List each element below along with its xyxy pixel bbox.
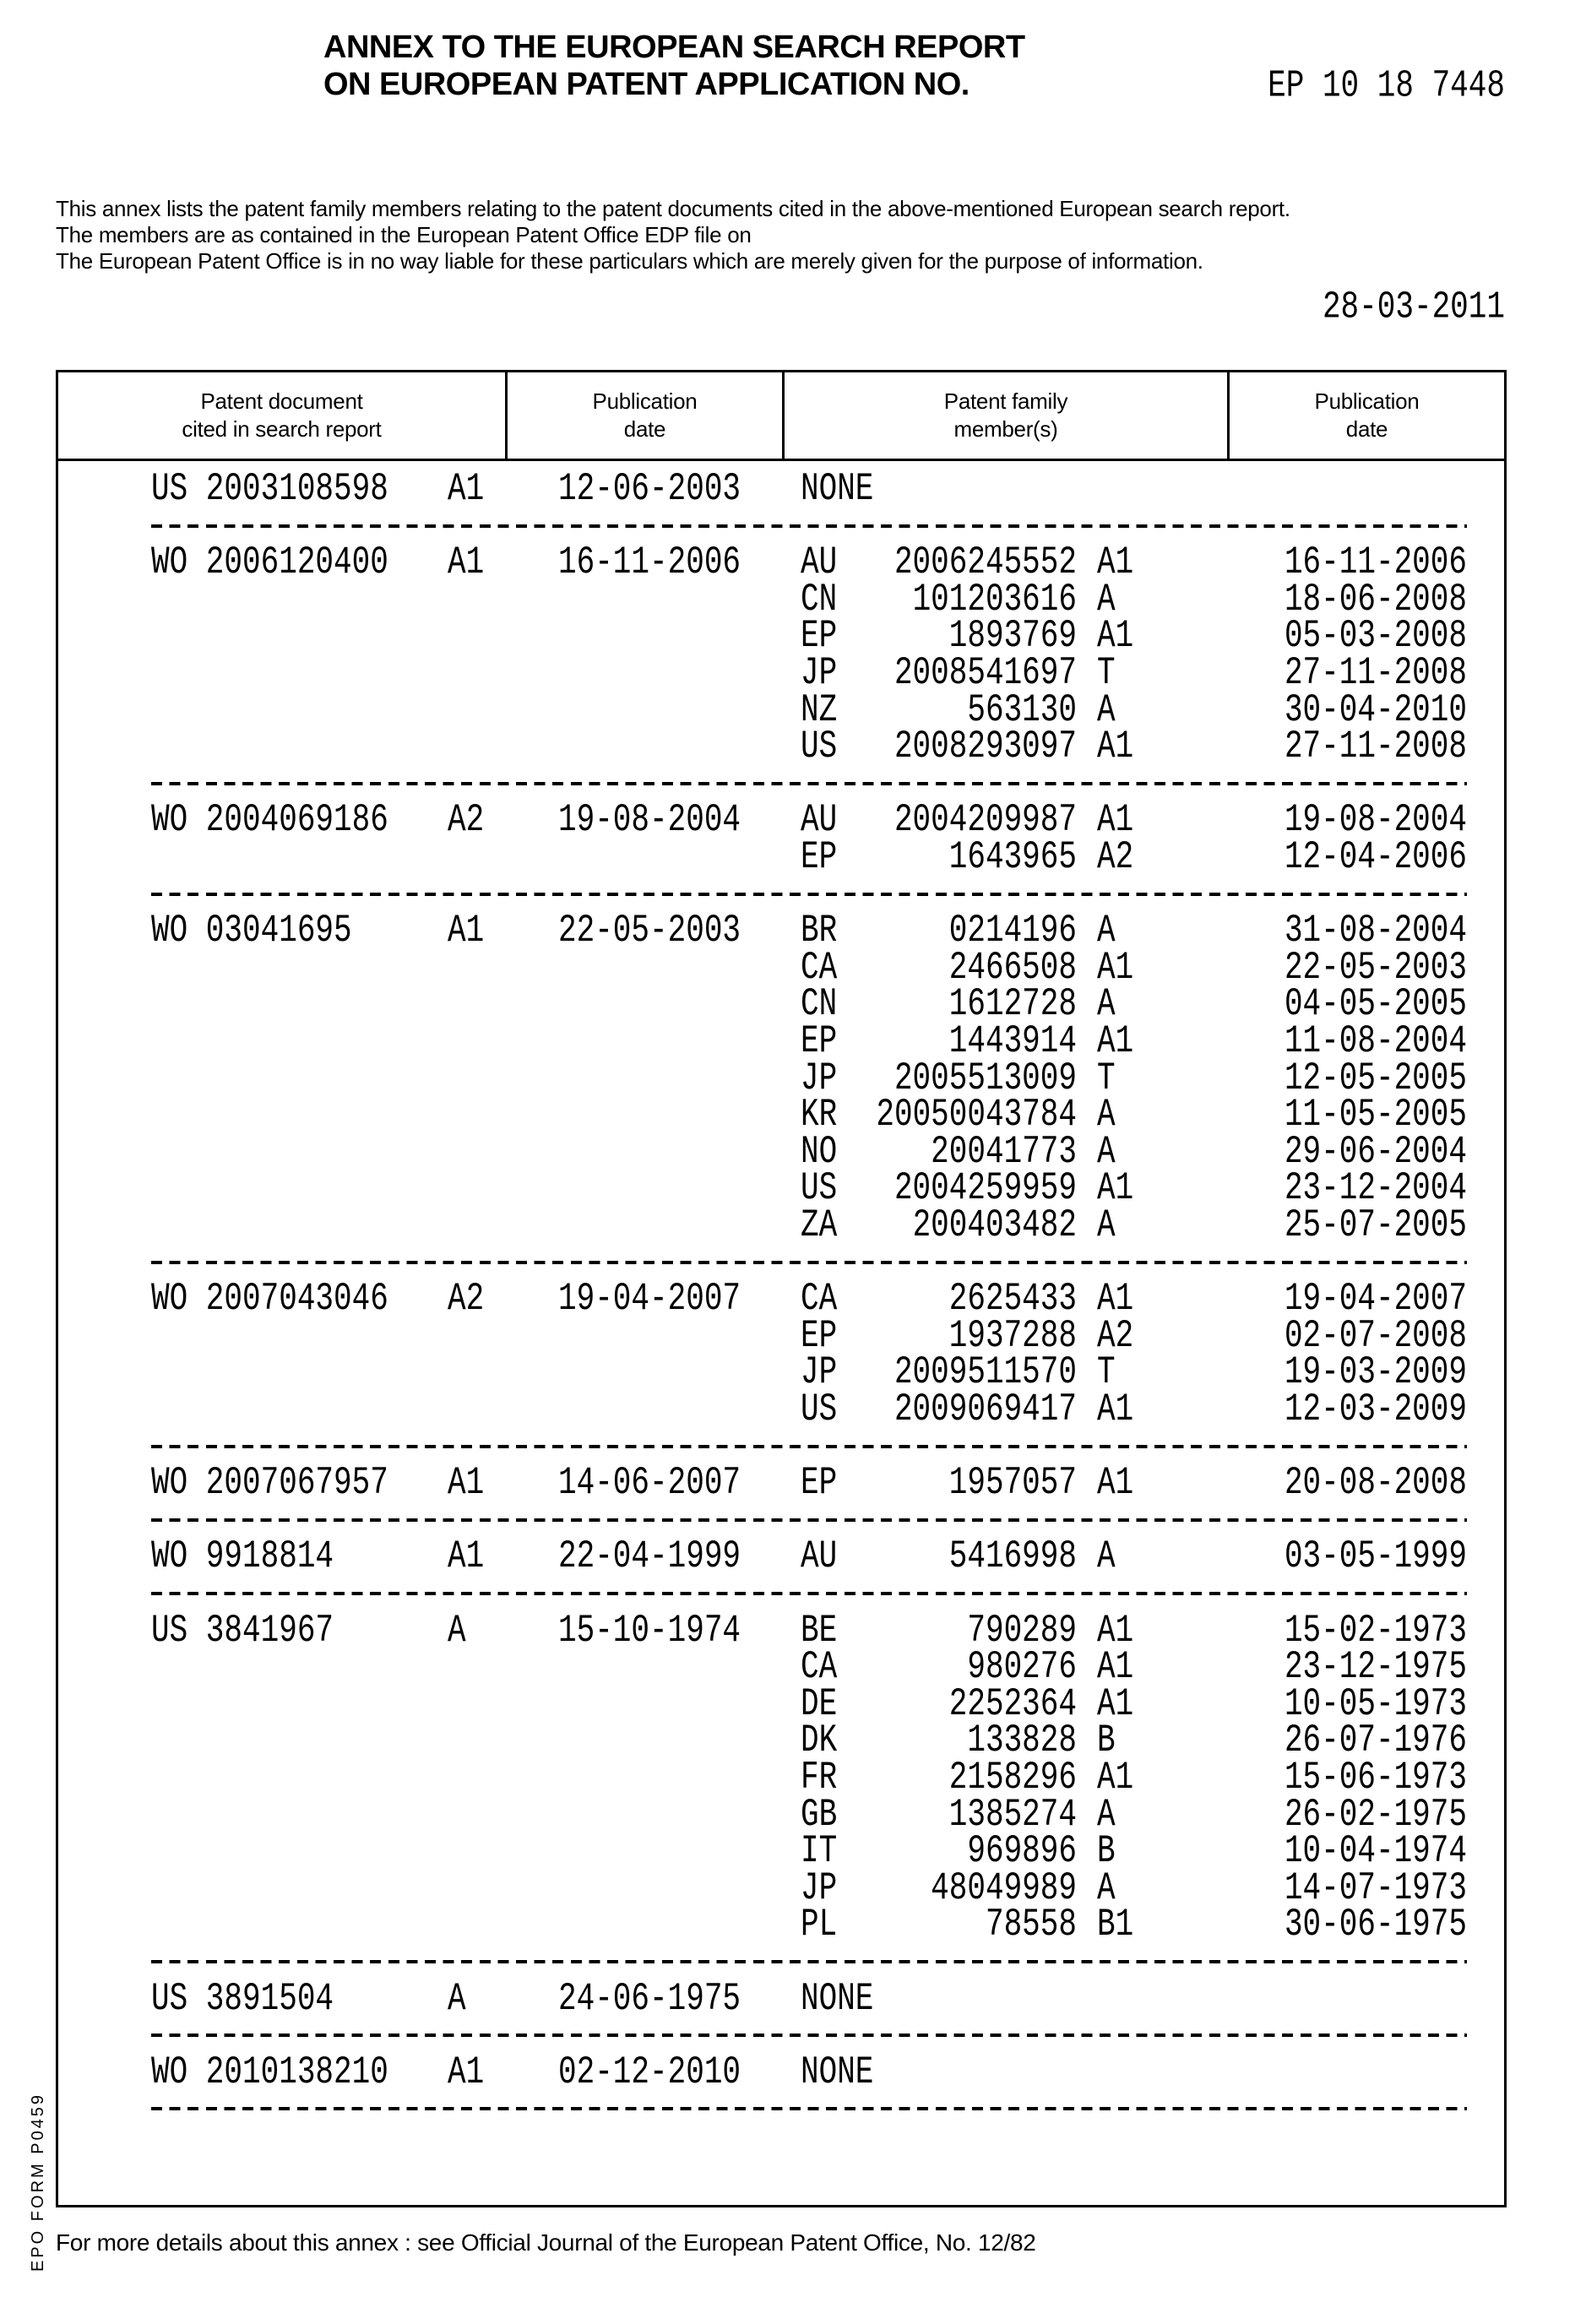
member-kind: A1 [1097,539,1133,587]
row-separator [151,1261,1467,1264]
member-kind: A1 [1097,1017,1133,1065]
member-number: 2005513009 [894,1054,1077,1102]
row-separator [151,1518,1467,1522]
member-kind: T [1097,1054,1116,1102]
member-number: 1385274 [949,1790,1077,1838]
member-number: 2625433 [949,1275,1077,1323]
member-country-code: CN [801,980,837,1029]
member-publication-date: 15-02-1973 [1285,1606,1467,1654]
member-country-code: GB [801,1790,837,1838]
family-member-row [0,728,1586,765]
table-header [58,372,1504,461]
report-title-line1: ANNEX TO THE EUROPEAN SEARCH REPORT [323,29,1025,66]
member-number: 20050043784 [876,1091,1077,1139]
member-kind: A [1097,1127,1116,1176]
member-publication-date: 11-08-2004 [1285,1017,1467,1065]
member-kind: A1 [1097,796,1133,844]
member-kind: A1 [1097,612,1133,660]
family-member-row [0,839,1586,876]
family-member-row [0,1207,1586,1244]
member-publication-date: 12-04-2006 [1285,833,1467,881]
member-country-code: CN [801,575,837,623]
member-number: 0214196 [949,907,1077,955]
column-header-family-publication-date [1230,372,1504,459]
cited-document-number: US 3841967 [151,1606,334,1654]
member-country-code: AU [801,796,837,844]
member-publication-date: 26-07-1976 [1285,1717,1467,1765]
member-country-code: FR [801,1753,837,1801]
member-kind: A1 [1097,943,1133,991]
member-kind: A1 [1097,1385,1133,1433]
table-row [0,1538,1586,1575]
member-country-code: ZA [801,1201,837,1249]
row-separator [151,893,1467,896]
row-separator [151,2107,1467,2110]
member-country-code: JP [801,649,837,697]
member-number: 1443914 [949,1017,1077,1065]
header-text: Publication [593,388,698,415]
header-text: member(s) [954,415,1058,443]
row-separator [151,1960,1467,1963]
row-separator [151,524,1467,528]
member-publication-date: 04-05-2005 [1285,980,1467,1029]
intro-line: The European Patent Office is in no way liable for these particulars which are merely given for the purpose of information. [56,248,1203,274]
cited-document-number: WO 2007043046 [151,1275,388,1323]
cited-publication-date: 16-11-2006 [558,539,741,587]
member-kind: B [1097,1827,1116,1876]
cited-document-number: WO 2004069186 [151,796,388,844]
cited-document-number: WO 2006120400 [151,539,388,587]
member-kind: A1 [1097,723,1133,771]
member-kind: A1 [1097,1680,1133,1728]
header-text: Patent family [944,388,1067,415]
header-text: cited in search report [182,415,381,443]
member-country-code: EP [801,612,837,660]
cited-document-kind: A1 [448,539,484,587]
header-text: Publication [1315,388,1420,415]
member-number: 790289 [967,1606,1077,1654]
no-family-members: NONE [801,2048,873,2096]
member-kind: A2 [1097,1311,1133,1360]
member-kind: B [1097,1717,1116,1765]
member-country-code: EP [801,1311,837,1360]
header-text: Patent document [200,388,362,415]
cited-document-number: WO 2007067957 [151,1459,388,1507]
cited-publication-date: 14-06-2007 [558,1459,741,1507]
cited-document-kind: A1 [448,1533,484,1581]
no-family-members: NONE [801,464,873,513]
member-number: 2004209987 [894,796,1077,844]
member-publication-date: 16-11-2006 [1285,539,1467,587]
member-kind: A1 [1097,1459,1133,1507]
member-publication-date: 27-11-2008 [1285,723,1467,771]
member-number: 2006245552 [894,539,1077,587]
cited-document-kind: A1 [448,1459,484,1507]
member-country-code: BE [801,1606,837,1654]
member-kind: A1 [1097,1753,1133,1801]
member-country-code: AU [801,1533,837,1581]
member-number: 200403482 [913,1201,1077,1249]
member-number: 2252364 [949,1680,1077,1728]
member-number: 969896 [967,1827,1077,1876]
member-country-code: US [801,1165,837,1213]
member-publication-date: 10-05-1973 [1285,1680,1467,1728]
member-country-code: CA [801,1643,837,1691]
cited-publication-date: 12-06-2003 [558,464,741,513]
member-number: 48049989 [931,1864,1077,1912]
member-kind: A [1097,686,1116,734]
member-kind: A1 [1097,1606,1133,1654]
member-number: 1612728 [949,980,1077,1029]
header-text: date [624,415,665,443]
member-country-code: NO [801,1127,837,1176]
cited-document-number: WO 03041695 [151,907,352,955]
intro-line: The members are as contained in the European Patent Office EDP file on [56,222,752,248]
member-publication-date: 03-05-1999 [1285,1533,1467,1581]
member-number: 133828 [967,1717,1077,1765]
member-publication-date: 25-07-2005 [1285,1201,1467,1249]
member-publication-date: 29-06-2004 [1285,1127,1467,1176]
cited-publication-date: 24-06-1975 [558,1974,741,2023]
member-country-code: DE [801,1680,837,1728]
row-separator [151,2033,1467,2037]
intro-line: This annex lists the patent family members relating to the patent documents cited in the above-mentioned European search report. [56,196,1290,222]
member-number: 980276 [967,1643,1077,1691]
member-number: 2008293097 [894,723,1077,771]
member-publication-date: 23-12-1975 [1285,1643,1467,1691]
cited-document-kind: A1 [448,464,484,513]
application-number: EP 10 18 7448 [1268,64,1505,107]
member-country-code: CA [801,943,837,991]
table-row [0,1980,1586,2017]
member-number: 2466508 [949,943,1077,991]
column-header-publication-date [508,372,782,459]
cited-publication-date: 19-08-2004 [558,796,741,844]
member-kind: A [1097,575,1116,623]
row-separator [151,1445,1467,1448]
member-country-code: DK [801,1717,837,1765]
member-kind: T [1097,649,1116,697]
no-family-members: NONE [801,1974,873,2023]
member-country-code: BR [801,907,837,955]
family-member-row [0,1906,1586,1943]
member-number: 1893769 [949,612,1077,660]
member-number: 1937288 [949,1311,1077,1360]
cited-publication-date: 02-12-2010 [558,2048,741,2096]
cited-publication-date: 22-05-2003 [558,907,741,955]
table-row [0,2054,1586,2091]
member-publication-date: 12-03-2009 [1285,1385,1467,1433]
cited-publication-date: 15-10-1974 [558,1606,741,1654]
member-publication-date: 27-11-2008 [1285,649,1467,697]
member-country-code: EP [801,1017,837,1065]
member-number: 101203616 [913,575,1077,623]
member-kind: A [1097,1790,1116,1838]
member-number: 2004259959 [894,1165,1077,1213]
header-text: date [1346,415,1388,443]
member-kind: A2 [1097,833,1133,881]
table-row [0,470,1586,508]
member-publication-date: 12-05-2005 [1285,1054,1467,1102]
member-number: 5416998 [949,1533,1077,1581]
member-country-code: IT [801,1827,837,1876]
member-publication-date: 22-05-2003 [1285,943,1467,991]
member-publication-date: 31-08-2004 [1285,907,1467,955]
member-country-code: EP [801,833,837,881]
member-publication-date: 20-08-2008 [1285,1459,1467,1507]
member-number: 78558 [986,1901,1077,1949]
family-member-row [0,1391,1586,1428]
cited-document-number: WO 9918814 [151,1533,334,1581]
member-country-code: AU [801,539,837,587]
cited-document-kind: A1 [448,2048,484,2096]
member-publication-date: 02-07-2008 [1285,1311,1467,1360]
member-kind: A [1097,1533,1116,1581]
member-kind: A [1097,1091,1116,1139]
member-publication-date: 18-06-2008 [1285,575,1467,623]
member-country-code: JP [801,1349,837,1397]
member-kind: A1 [1097,1643,1133,1691]
member-kind: A [1097,1864,1116,1912]
member-publication-date: 19-08-2004 [1285,796,1467,844]
cited-document-kind: A2 [448,796,484,844]
member-country-code: JP [801,1864,837,1912]
member-kind: A [1097,1201,1116,1249]
column-header-patent-document [58,372,505,459]
member-number: 2008541697 [894,649,1077,697]
cited-document-kind: A1 [448,907,484,955]
member-publication-date: 23-12-2004 [1285,1165,1467,1213]
member-kind: T [1097,1349,1116,1397]
member-publication-date: 11-05-2005 [1285,1091,1467,1139]
member-country-code: EP [801,1459,837,1507]
member-country-code: US [801,723,837,771]
member-publication-date: 19-03-2009 [1285,1349,1467,1397]
member-publication-date: 05-03-2008 [1285,612,1467,660]
member-number: 2009069417 [894,1385,1077,1433]
member-country-code: PL [801,1901,837,1949]
member-country-code: CA [801,1275,837,1323]
table-row [0,1464,1586,1501]
column-header-family-members [785,372,1227,459]
member-country-code: KR [801,1091,837,1139]
member-kind: B1 [1097,1901,1133,1949]
member-kind: A [1097,907,1116,955]
member-number: 1957057 [949,1459,1077,1507]
member-country-code: NZ [801,686,837,734]
member-publication-date: 26-02-1975 [1285,1790,1467,1838]
row-separator [151,1592,1467,1595]
cited-document-number: US 3891504 [151,1974,334,2023]
cited-document-kind: A [448,1606,466,1654]
member-publication-date: 14-07-1973 [1285,1864,1467,1912]
member-publication-date: 10-04-1974 [1285,1827,1467,1876]
cited-document-kind: A2 [448,1275,484,1323]
cited-publication-date: 19-04-2007 [558,1275,741,1323]
member-kind: A1 [1097,1165,1133,1213]
report-date: 28-03-2011 [1323,285,1505,329]
member-country-code: JP [801,1054,837,1102]
cited-document-kind: A [448,1974,466,2023]
member-number: 563130 [967,686,1077,734]
footer-note: For more details about this annex : see Official Journal of the European Patent Office, No. 12/82 [56,2229,1036,2256]
member-number: 1643965 [949,833,1077,881]
member-country-code: US [801,1385,837,1433]
cited-document-number: WO 2010138210 [151,2048,388,2096]
member-kind: A1 [1097,1275,1133,1323]
member-number: 20041773 [931,1127,1077,1176]
cited-publication-date: 22-04-1999 [558,1533,741,1581]
report-title-line2: ON EUROPEAN PATENT APPLICATION NO. [323,66,970,103]
member-number: 2009511570 [894,1349,1077,1397]
cited-document-number: US 2003108598 [151,464,388,513]
row-separator [151,782,1467,785]
member-publication-date: 30-04-2010 [1285,686,1467,734]
member-number: 2158296 [949,1753,1077,1801]
member-publication-date: 15-06-1973 [1285,1753,1467,1801]
member-publication-date: 19-04-2007 [1285,1275,1467,1323]
form-label: EPO FORM P0459 [29,2093,48,2272]
member-publication-date: 30-06-1975 [1285,1901,1467,1949]
member-kind: A [1097,980,1116,1029]
